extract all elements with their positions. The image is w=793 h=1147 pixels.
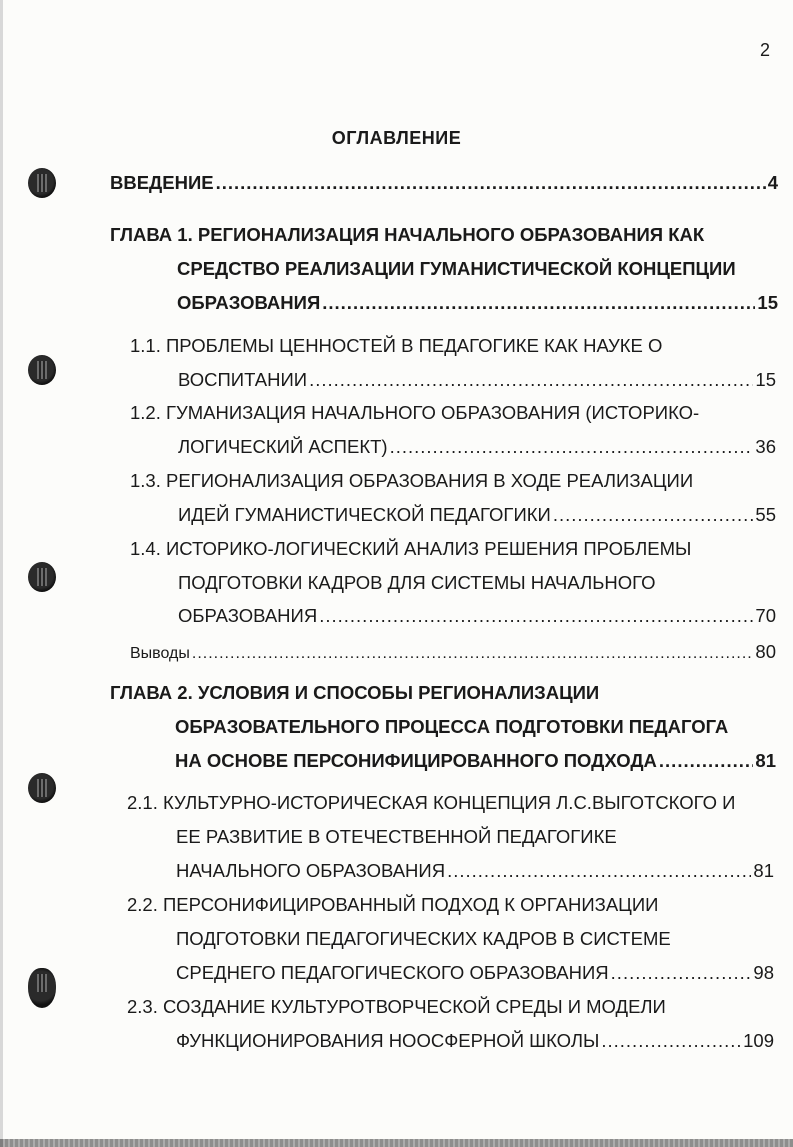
toc-entry-page: 15 xyxy=(757,292,778,313)
dot-leader xyxy=(319,605,753,627)
toc-entry-page: 4 xyxy=(767,172,778,193)
toc-entry-label: СРЕДНЕГО ПЕДАГОГИЧЕСКОГО ОБРАЗОВАНИЯ xyxy=(176,962,609,983)
section-2-3-title[interactable]: 2.3. СОЗДАНИЕ КУЛЬТУРОТВОРЧЕСКОЙ СРЕДЫ И МОДЕЛИ xyxy=(127,996,666,1017)
dot-leader xyxy=(447,860,751,882)
toc-entry-page: 55 xyxy=(755,504,776,525)
toc-entry-label: ОБРАЗОВАНИЯ xyxy=(177,292,321,313)
toc-entry-section-2-2[interactable] xyxy=(176,962,774,984)
section-1-1-title[interactable]: 1.1. ПРОБЛЕМЫ ЦЕННОСТЕЙ В ПЕДАГОГИКЕ КАК НАУКЕ О xyxy=(130,335,663,356)
punch-hole-icon xyxy=(28,168,56,198)
punch-hole-icon xyxy=(28,773,56,803)
toc-entry-intro[interactable] xyxy=(110,172,778,194)
toc-entry-page: 36 xyxy=(755,436,776,457)
punch-hole-icon xyxy=(28,562,56,592)
toc-entry-label: Выводы xyxy=(130,645,190,662)
section-1-2-title[interactable]: 1.2. ГУМАНИЗАЦИЯ НАЧАЛЬНОГО ОБРАЗОВАНИЯ (ИСТОРИКО- xyxy=(130,402,700,423)
scan-left-edge xyxy=(0,0,3,1147)
page-number: 2 xyxy=(760,40,771,60)
scan-bottom-edge xyxy=(0,1139,793,1147)
toc-entry-section-1-2[interactable] xyxy=(178,436,776,458)
dot-leader xyxy=(322,292,755,314)
toc-entry-section-2-1[interactable] xyxy=(176,860,774,882)
section-2-2-title-cont: ПОДГОТОВКИ ПЕДАГОГИЧЕСКИХ КАДРОВ В СИСТЕМЕ xyxy=(176,928,671,949)
toc-entry-chapter-1[interactable] xyxy=(177,292,778,314)
dot-leader xyxy=(192,645,754,663)
toc-entry-label: НАЧАЛЬНОГО ОБРАЗОВАНИЯ xyxy=(176,860,446,881)
dot-leader xyxy=(659,750,754,772)
toc-entry-label: НА ОСНОВЕ ПЕРСОНИФИЦИРОВАННОГО ПОДХОДА xyxy=(175,750,657,771)
dot-leader xyxy=(309,369,753,391)
section-1-4-title[interactable]: 1.4. ИСТОРИКО-ЛОГИЧЕСКИЙ АНАЛИЗ РЕШЕНИЯ ПРОБЛЕМЫ xyxy=(130,538,692,559)
chapter-2-heading-cont: ОБРАЗОВАТЕЛЬНОГО ПРОЦЕССА ПОДГОТОВКИ ПЕДАГОГА xyxy=(175,716,729,737)
toc-entry-label: ИДЕЙ ГУМАНИСТИЧЕСКОЙ ПЕДАГОГИКИ xyxy=(178,504,551,525)
section-2-1-title[interactable]: 2.1. КУЛЬТУРНО-ИСТОРИЧЕСКАЯ КОНЦЕПЦИЯ Л.С.ВЫГОТСКОГО И xyxy=(127,792,736,813)
toc-entry-section-1-1[interactable] xyxy=(178,369,776,391)
section-2-2-title[interactable]: 2.2. ПЕРСОНИФИЦИРОВАННЫЙ ПОДХОД К ОРГАНИЗАЦИИ xyxy=(127,894,659,915)
dot-leader xyxy=(553,504,754,526)
toc-entry-section-1-4[interactable] xyxy=(178,605,776,627)
page-title: ОГЛАВЛЕНИЕ xyxy=(331,128,462,148)
chapter-2-heading[interactable]: ГЛАВА 2. УСЛОВИЯ И СПОСОБЫ РЕГИОНАЛИЗАЦИИ xyxy=(110,682,600,703)
toc-entry-page: 70 xyxy=(755,605,776,626)
section-1-3-title[interactable]: 1.3. РЕГИОНАЛИЗАЦИЯ ОБРАЗОВАНИЯ В ХОДЕ РЕАЛИЗАЦИИ xyxy=(130,470,694,491)
dot-leader xyxy=(601,1030,741,1052)
chapter-1-heading[interactable]: ГЛАВА 1. РЕГИОНАЛИЗАЦИЯ НАЧАЛЬНОГО ОБРАЗОВАНИЯ КАК xyxy=(110,224,705,245)
toc-entry-label: ВВЕДЕНИЕ xyxy=(110,172,214,193)
toc-entry-section-2-3[interactable] xyxy=(176,1030,774,1052)
dot-leader xyxy=(390,436,754,458)
toc-entry-page: 80 xyxy=(755,641,776,662)
toc-entry-conclusions[interactable] xyxy=(130,641,776,663)
toc-entry-label: ФУНКЦИОНИРОВАНИЯ НООСФЕРНОЙ ШКОЛЫ xyxy=(176,1030,600,1051)
toc-entry-section-1-3[interactable] xyxy=(178,504,776,526)
toc-entry-page: 81 xyxy=(753,860,774,881)
toc-entry-page: 98 xyxy=(753,962,774,983)
toc-entry-label: ОБРАЗОВАНИЯ xyxy=(178,605,318,626)
section-2-1-title-cont: ЕЕ РАЗВИТИЕ В ОТЕЧЕСТВЕННОЙ ПЕДАГОГИКЕ xyxy=(176,826,617,847)
toc-entry-label: ЛОГИЧЕСКИЙ АСПЕКТ) xyxy=(178,436,388,457)
dot-leader xyxy=(216,172,766,194)
toc-entry-chapter-2[interactable] xyxy=(175,750,776,772)
toc-entry-page: 15 xyxy=(755,369,776,390)
toc-entry-label: ВОСПИТАНИИ xyxy=(178,369,308,390)
section-1-4-title-cont: ПОДГОТОВКИ КАДРОВ ДЛЯ СИСТЕМЫ НАЧАЛЬНОГО xyxy=(178,572,656,593)
dot-leader xyxy=(611,962,752,984)
chapter-1-heading-cont: СРЕДСТВО РЕАЛИЗАЦИИ ГУМАНИСТИЧЕСКОЙ КОНЦЕПЦИИ xyxy=(177,258,736,279)
punch-hole-icon xyxy=(28,355,56,385)
toc-entry-page: 109 xyxy=(743,1030,774,1051)
punch-hole-icon xyxy=(28,968,56,1008)
toc-entry-page: 81 xyxy=(755,750,776,771)
